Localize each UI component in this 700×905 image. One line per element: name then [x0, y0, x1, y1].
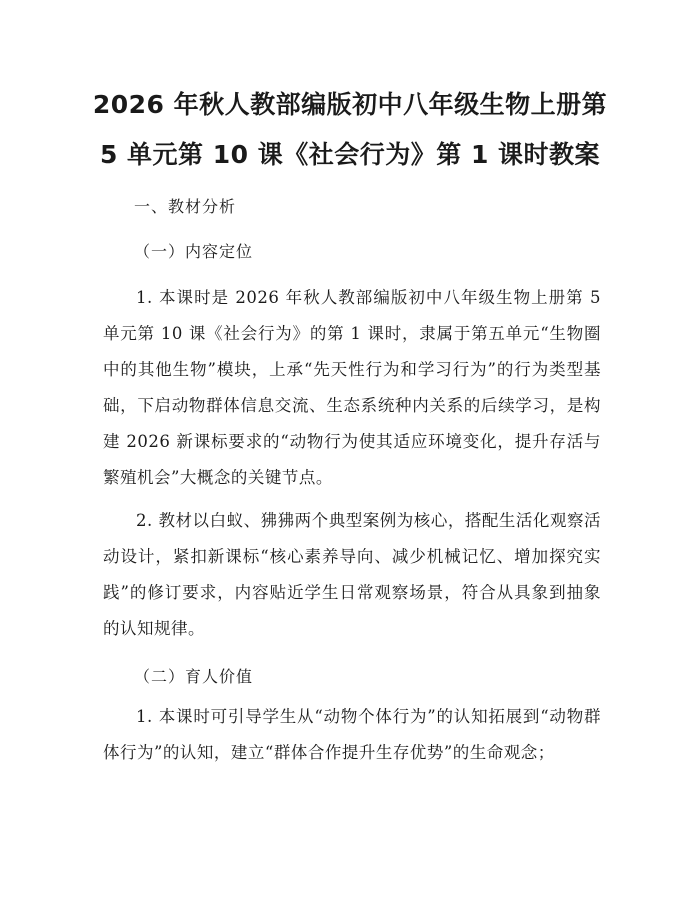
subsection-heading-content-positioning: （一）内容定位: [134, 242, 254, 261]
section-heading-textbook-analysis: 一、教材分析: [134, 197, 237, 216]
document-title-line-1: 2026 年秋人教部编版初中八年级生物上册第: [92, 90, 608, 119]
subsection-heading-educational-value: （二）育人价值: [134, 667, 254, 686]
paragraph-content-positioning-1: 1. 本课时是 2026 年秋人教部编版初中八年级生物上册第 5 单元第 10 课《社会行为》的第 1 课时，隶属于第五单元“生物圈中的其他生物”模块，上承“先天性行为和学习行为”的行为类型基础，下启动物群体信息交流、生态系统种内关系的后续学习，是构建 2026 新课标要求的“动物行为使其适应环境变化，提升存活与繁殖机会”大概念的关键节点。: [103, 288, 601, 487]
paragraph-content-positioning-2: 2. 教材以白蚁、狒狒两个典型案例为核心，搭配生活化观察活动设计，紧扣新课标“核心素养导向、减少机械记忆、增加探究实践”的修订要求，内容贴近学生日常观察场景，符合从具象到抽象的认知规律。: [103, 511, 601, 638]
paragraph-educational-value-1: 1. 本课时可引导学生从“动物个体行为”的认知拓展到“动物群体行为”的认知，建立“群体合作提升生存优势”的生命观念；: [103, 707, 601, 762]
document-title-line-2: 5 单元第 10 课《社会行为》第 1 课时教案: [99, 140, 601, 169]
